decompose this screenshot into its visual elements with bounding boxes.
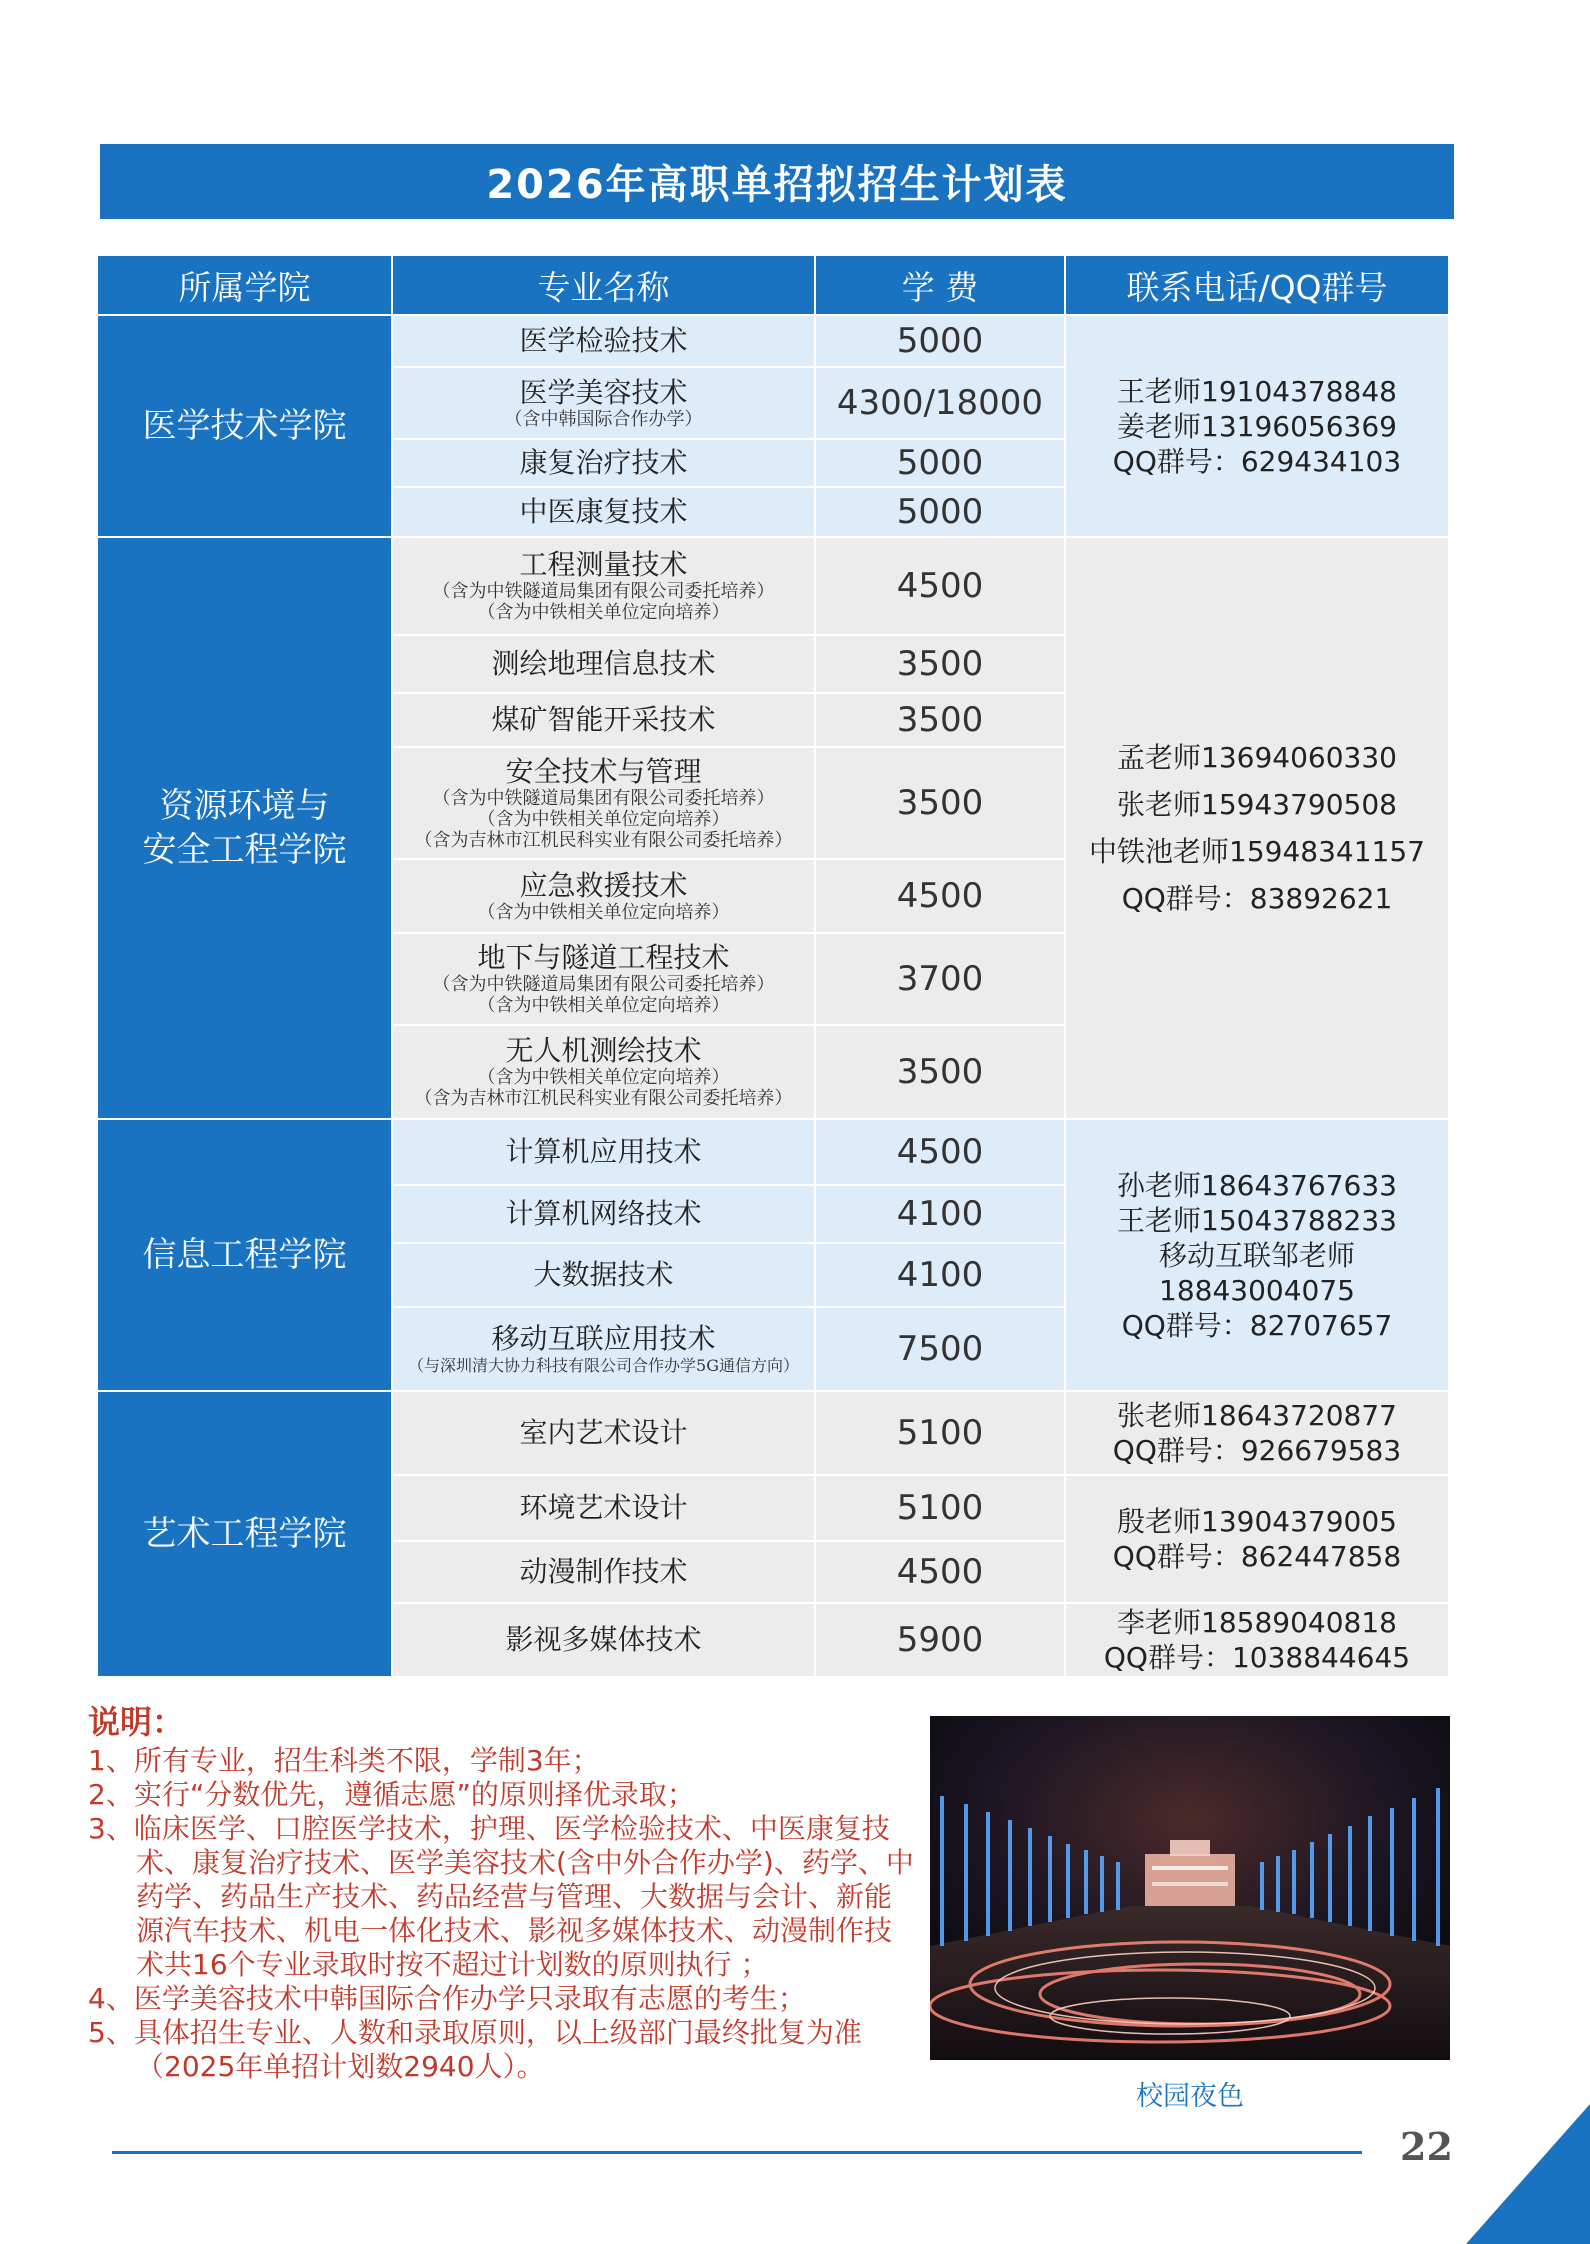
- notes-heading: 说明：: [88, 1703, 185, 1741]
- contact-line: 18843004075: [1159, 1273, 1355, 1307]
- contact-cell: [1065, 537, 1449, 1119]
- major-name: 医学检验技术: [519, 324, 688, 357]
- major-note: （含为中铁隧道局集团有限公司委托培养）: [432, 581, 775, 602]
- contact-line: 姜老师13196056369: [1117, 409, 1397, 443]
- fee-cell: 5000: [815, 315, 1065, 367]
- major-note: （含为中铁隧道局集团有限公司委托培养）: [432, 787, 775, 809]
- fee-cell: 5900: [815, 1603, 1065, 1677]
- contact-line: 中铁池老师15948341157: [1089, 835, 1425, 868]
- major-cell: [392, 1541, 815, 1603]
- contact-line: QQ群号：83892621: [1121, 882, 1393, 915]
- major-cell: [392, 1119, 815, 1185]
- major-name: 中医康复技术: [519, 495, 688, 528]
- major-cell: [392, 1243, 815, 1307]
- fee-cell: 4500: [815, 1541, 1065, 1603]
- major-note: （含为中铁相关单位定向培养）: [477, 602, 730, 623]
- major-cell: [392, 1603, 815, 1677]
- college-cell: 信息工程学院: [97, 1119, 392, 1391]
- major-note: （含中韩国际合作办学）: [504, 408, 703, 430]
- campus-night-photo: [930, 1716, 1450, 2060]
- major-name: 大数据技术: [533, 1258, 674, 1291]
- major-cell: [392, 1185, 815, 1243]
- table-row: [97, 537, 1449, 635]
- contact-line: 王老师15043788233: [1117, 1203, 1397, 1237]
- major-cell: [392, 367, 815, 439]
- major-name: 移动互联应用技术: [491, 1321, 716, 1355]
- contact-line: 孙老师18643767633: [1117, 1168, 1397, 1202]
- contact-cell: [1065, 315, 1449, 537]
- major-name: 康复治疗技术: [519, 446, 688, 479]
- major-name: 计算机应用技术: [505, 1135, 702, 1168]
- contact-line: QQ群号：926679583: [1112, 1434, 1402, 1467]
- major-name: 医学美容技术: [519, 375, 688, 409]
- major-note: （含为吉林市江机民科实业有限公司委托培养）: [414, 829, 793, 851]
- major-cell: [392, 693, 815, 747]
- college-name-line: 安全工程学院: [142, 830, 347, 870]
- college-cell: 艺术工程学院: [97, 1391, 392, 1677]
- contact-cell: [1065, 1475, 1449, 1603]
- photo-caption: 校园夜色: [1136, 2081, 1244, 2112]
- contact-line: 王老师19104378848: [1117, 374, 1397, 408]
- contact-line: 张老师18643720877: [1117, 1399, 1397, 1432]
- contact-line: 孟老师13694060330: [1117, 741, 1397, 774]
- major-name: 应急救援技术: [519, 868, 688, 902]
- major-name: 影视多媒体技术: [505, 1623, 702, 1656]
- major-note: （含为中铁相关单位定向培养）: [477, 995, 730, 1016]
- contact-line: QQ群号：82707657: [1121, 1308, 1393, 1342]
- major-cell: [392, 537, 815, 635]
- major-name: 工程测量技术: [519, 548, 688, 581]
- fee-cell: 3500: [815, 693, 1065, 747]
- major-cell: [392, 859, 815, 933]
- major-cell: [392, 635, 815, 693]
- major-name: 安全技术与管理: [505, 754, 702, 788]
- notes-item: 2、实行“分数优先，遵循志愿”的原则择优录取；: [88, 1778, 695, 1811]
- major-name: 无人机测绘技术: [505, 1034, 702, 1067]
- major-name: 环境艺术设计: [519, 1491, 688, 1524]
- major-name: 计算机网络技术: [505, 1197, 702, 1230]
- fee-cell: 3700: [815, 933, 1065, 1025]
- major-name: 地下与隧道工程技术: [477, 941, 730, 974]
- contact-line: QQ群号：629434103: [1112, 444, 1402, 478]
- corner-triangle-decoration: [1466, 2104, 1590, 2244]
- campus-night-illustration: [930, 1716, 1450, 2060]
- enrollment-plan-table: [96, 254, 1450, 1678]
- major-note: （含为吉林市江机民科实业有限公司委托培养）: [414, 1088, 793, 1109]
- header-contact: 联系电话/QQ群号: [1065, 255, 1449, 315]
- major-name: 煤矿智能开采技术: [491, 703, 716, 736]
- notes-item: 4、医学美容技术中韩国际合作办学只录取有志愿的考生；: [88, 1982, 806, 2015]
- table-row: [97, 315, 1449, 367]
- contact-cell: [1065, 1119, 1449, 1391]
- college-name-line: 资源环境与: [159, 786, 330, 826]
- major-note: （含为中铁隧道局集团有限公司委托培养）: [432, 974, 775, 995]
- major-cell: [392, 1391, 815, 1475]
- contact-cell: [1065, 1603, 1449, 1677]
- major-name: 测绘地理信息技术: [491, 647, 716, 680]
- header-fee: 学 费: [815, 255, 1065, 315]
- contact-line: 殷老师13904379005: [1117, 1505, 1397, 1538]
- major-note: （含为中铁相关单位定向培养）: [477, 1067, 730, 1088]
- major-name: 室内艺术设计: [519, 1416, 688, 1449]
- fee-cell: 4500: [815, 1119, 1065, 1185]
- fee-cell: 4500: [815, 537, 1065, 635]
- notes-item: 3、临床医学、口腔医学技术，护理、医学检验技术、中医康复技术、康复治疗技术、医学美容技术(含中外合作办学)、药学、中药学、药品生产技术、药品经营与管理、大数据与会计、新能源汽车技术、机电一体化技术、影视多媒体技术、动漫制作技术共16个专业录取时按不超过计划数的原则执行 ；: [88, 1812, 914, 1981]
- header-major: 专业名称: [392, 255, 815, 315]
- major-note: （含为中铁相关单位定向培养）: [477, 901, 730, 923]
- fee-cell: 5100: [815, 1391, 1065, 1475]
- footer-divider: [112, 2151, 1362, 2154]
- major-cell: [392, 439, 815, 487]
- fee-cell: 4100: [815, 1185, 1065, 1243]
- notes-section: [88, 1700, 918, 2084]
- table-row: [97, 1391, 1449, 1475]
- major-name: 动漫制作技术: [519, 1555, 688, 1588]
- fee-cell: 7500: [815, 1307, 1065, 1391]
- contact-line: 移动互联邹老师: [1158, 1238, 1355, 1272]
- table-header-row: [97, 255, 1449, 315]
- major-note: （与深圳清大协力科技有限公司合作办学5G通信方向）: [408, 1355, 799, 1375]
- major-cell: [392, 1475, 815, 1541]
- college-cell: [97, 537, 392, 1119]
- header-college: 所属学院: [97, 255, 392, 315]
- fee-cell: 3500: [815, 747, 1065, 859]
- major-cell: [392, 487, 815, 537]
- major-cell: [392, 1025, 815, 1119]
- fee-cell: 5000: [815, 439, 1065, 487]
- page-title: 2026年高职单招拟招生计划表: [100, 144, 1454, 219]
- fee-cell: 4300/18000: [815, 367, 1065, 439]
- major-cell: [392, 315, 815, 367]
- major-cell: [392, 747, 815, 859]
- fee-cell: 3500: [815, 635, 1065, 693]
- page-number: 22: [1400, 2124, 1453, 2169]
- notes-item: 1、所有专业，招生科类不限，学制3年；: [88, 1744, 600, 1777]
- contact-line: QQ群号：1038844645: [1103, 1641, 1411, 1674]
- contact-line: 张老师15943790508: [1117, 788, 1397, 821]
- major-note: （含为中铁相关单位定向培养）: [477, 808, 730, 830]
- table-row: [97, 1119, 1449, 1185]
- contact-line: 李老师18589040818: [1117, 1606, 1397, 1639]
- fee-cell: 5100: [815, 1475, 1065, 1541]
- contact-line: QQ群号：862447858: [1112, 1540, 1402, 1573]
- fee-cell: 3500: [815, 1025, 1065, 1119]
- major-cell: [392, 1307, 815, 1391]
- fee-cell: 5000: [815, 487, 1065, 537]
- contact-cell: [1065, 1391, 1449, 1475]
- college-cell: 医学技术学院: [97, 315, 392, 537]
- notes-item: 5、具体招生专业、人数和录取原则，以上级部门最终批复为准（2025年单招计划数2940人）。: [88, 2016, 862, 2083]
- fee-cell: 4500: [815, 859, 1065, 933]
- major-cell: [392, 933, 815, 1025]
- fee-cell: 4100: [815, 1243, 1065, 1307]
